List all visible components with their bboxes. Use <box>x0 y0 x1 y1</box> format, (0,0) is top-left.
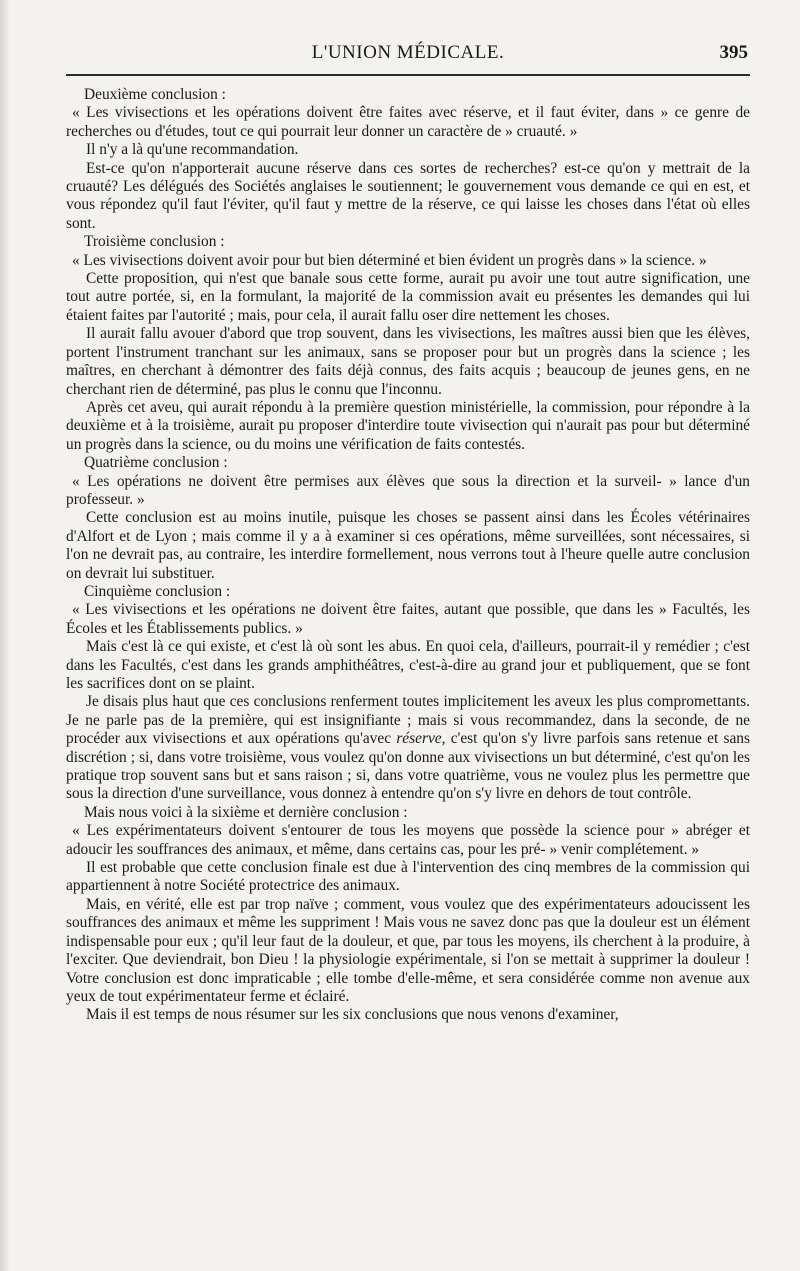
conclusion-heading: Deuxième conclusion : <box>84 86 226 103</box>
quoted-conclusion: « Les vivisections et les opérations doivent être faites avec réserve, et il faut éviter, dans » ce genre de recherches ou d'études, tout ce qui pourrait leur donner un caractère de » cruauté. » <box>66 104 750 140</box>
conclusion-heading: Mais nous voici à la sixième et dernière conclusion : <box>84 803 408 821</box>
conclusion-heading: Quatrième conclusion : <box>84 454 228 472</box>
page-header <box>66 40 750 74</box>
conclusion-heading: Troisième conclusion : <box>84 233 225 251</box>
article-body <box>66 86 750 1025</box>
text-run: Je disais plus haut que ces conclusions renferment toutes implicitement les aveux les plus compromettants. Je ne parle pas de la première, qui est insignifiante ; mais si vous recommandez, dans la seconde, de ne procéder aux vivisections et aux opérations qu'avec <box>66 693 750 748</box>
paragraph: Mais c'est là ce qui existe, et c'est là où sont les abus. En quoi cela, d'ailleurs, pourrait-il y remédier ; c'est dans les Facultés, c'est dans les grands amphithéâtres, c'est-à-dire au grand jour et publiquement, que se font les sacrifices dont on se plaint. <box>66 638 750 692</box>
header-rule <box>66 74 750 76</box>
paragraph: Il est probable que cette conclusion finale est due à l'intervention des cinq membres de la commission qui appartiennent à notre Société protectrice des animaux. <box>66 859 750 895</box>
text-run: c'est qu'on s'y livre parfois sans retenue et sans discrétion ; si, dans votre troisième, vous voulez qu'on donne aux vivisections un but déterminé, c'est qu'on les pratique trop souvent sans but et sans raison ; si, dans votre quatrième, vous ne voulez plus les permettre que sous la direction d'une surveillance, vous donnez à entendre qu'on s'y livre en dehors de tout contrôle. <box>66 730 750 803</box>
paragraph: Est-ce qu'on n'apporterait aucune réserve dans ces sortes de recherches? est-ce qu'on y mettrait de la cruauté? Les délégués des Sociétés anglaises le soutiennent; le gouvernement vous demande ce qui en est, et vous répondez qu'il faut l'éviter, qu'il faut y mettre de la réserve, ce qui laisse les choses dans l'état où elles sont. <box>66 159 750 232</box>
quoted-conclusion: « Les vivisections et les opérations ne doivent être faites, autant que possible, que dans les » Facultés, les Écoles et les Établissements publics. » <box>66 601 750 637</box>
paragraph: Après cet aveu, qui aurait répondu à la première question ministérielle, la commission, pour répondre à la deuxième et à la troisième, aurait pu proposer d'interdire toute vivisection qui n'aurait pas pour but déterminé un progrès dans la science, ou du moins une vérification de faits contestés. <box>66 398 750 453</box>
paragraph: Mais, en vérité, elle est par trop naïve ; comment, vous voulez que des expérimentateurs adoucissent les souffrances des animaux et même les suppriment ! Mais vous ne savez donc pas que la douleur est un élément indispensable pour eux ; qu'il leur faut de la douleur, et que, par tous les moyens, ils cherchent à la produire, à l'exciter. Que deviendrait, bon Dieu ! la physiologie expérimentale, si l'on se mettait à supprimer la douleur ! Votre conclusion est donc impraticable ; elle tombe d'elle-même, et sera considérée comme non avenue aux yeux de tout expérimentateur ferme et éclairé. <box>66 895 750 1005</box>
quoted-conclusion: « Les expérimentateurs doivent s'entourer de tous les moyens que possède la science pour » abréger et adoucir les souffrances des animaux, et même, dans certains cas, pour les pré- » venir complétement. » <box>66 822 750 858</box>
paragraph: Il n'y a là qu'une recommandation. <box>86 141 299 159</box>
paragraph-with-italic <box>66 693 750 803</box>
paragraph: Cette conclusion est au moins inutile, puisque les choses se passent ainsi dans les Écoles vétérinaires d'Alfort et de Lyon ; mais comme il y a à examiner si ces opérations, même surveillées, sont nécessaires, si l'on ne devrait pas, au contraire, les interdire formellement, nous verrons tout à l'heure quelle autre conclusion on devrait lui substituer. <box>66 509 750 582</box>
conclusion-heading: Cinquième conclusion : <box>84 582 231 600</box>
running-title: L'UNION MÉDICALE. <box>311 42 505 63</box>
quoted-conclusion: « Les vivisections doivent avoir pour but bien déterminé et bien évident un progrès dans » la science. » <box>72 251 707 269</box>
paragraph: Cette proposition, qui n'est que banale sous cette forme, aurait pu avoir une tout autre signification, une tout autre portée, si, en la formulant, la majorité de la commission avait eu présentes les demandes qui lui étaient faites par l'autorité ; mais, pour cela, il aurait fallu oser dire nettement les choses. <box>66 270 750 324</box>
italic-word: réserve, <box>396 730 446 748</box>
paragraph: Il aurait fallu avouer d'abord que trop souvent, dans les vivisections, les maîtres aussi bien que les élèves, portent l'instrument tranchant sur les animaux, sans se proposer pour but un progrès dans la science ; les maîtres, en cherchant à démontrer des faits déjà connus, des faits acquis ; beaucoup de jeunes gens, en ne cherchant rien de déterminé, pas plus le connu que l'inconnu. <box>66 325 750 398</box>
page-number: 395 <box>719 42 748 63</box>
paragraph: Mais il est temps de nous résumer sur les six conclusions que nous venons d'examiner, <box>86 1006 619 1024</box>
quoted-conclusion: « Les opérations ne doivent être permises aux élèves que sous la direction et la surveil- » lance d'un professeur. » <box>66 472 750 508</box>
